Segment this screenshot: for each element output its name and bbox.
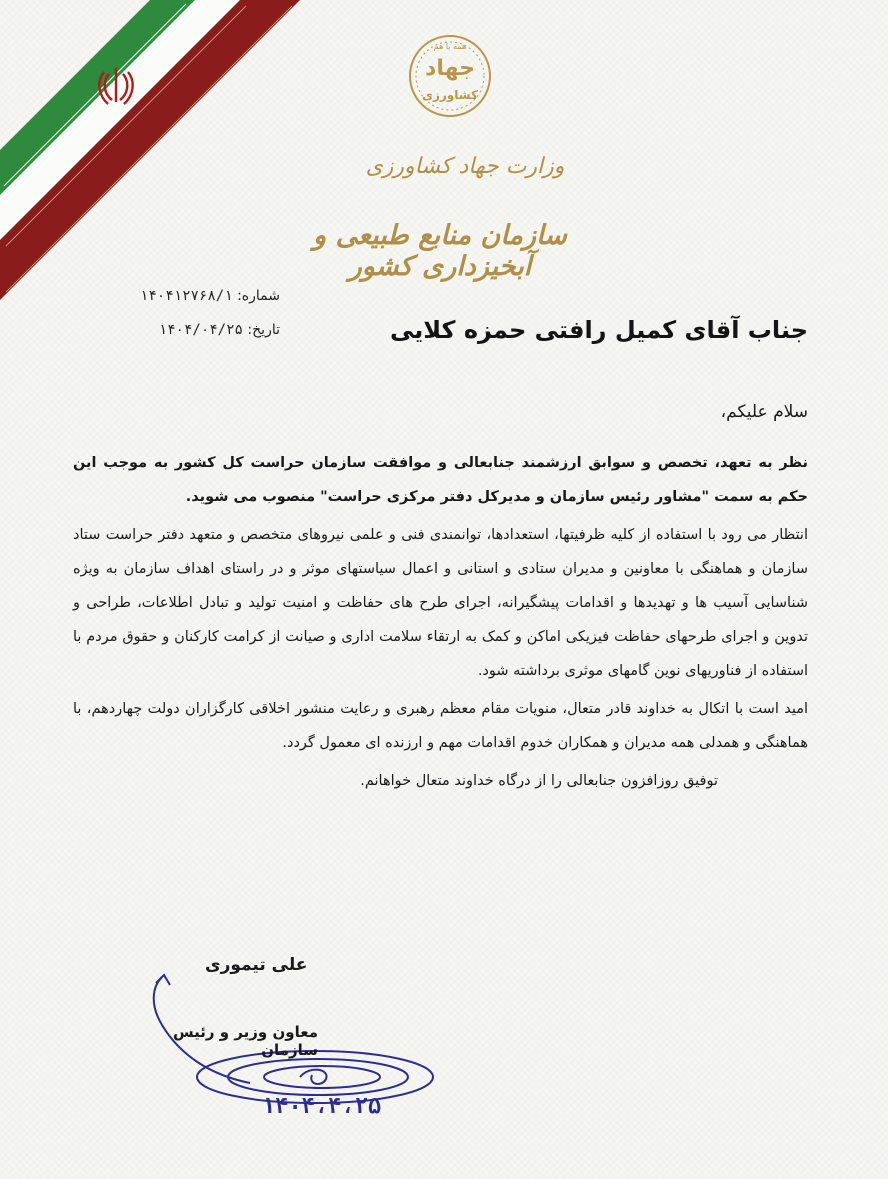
greeting: سلام علیکم، (720, 402, 808, 422)
logo-main-text: جهاد (425, 56, 475, 81)
paragraph-hope: امید است با اتکال به خداوند قادر متعال، منویات مقام معظم رهبری و رعایت منشور اخلاقی کارگزاران دولت چهاردهم، با هماهنگی و همدلی همه مدیران و همکاران خدوم اقدامات مهم و ارزنده ای معمول گردد. (73, 701, 808, 751)
letter-date (110, 322, 280, 338)
paragraph-expectations: انتظار می رود با استفاده از کلیه ظرفیتها، استعدادها، توانمندی فنی و علمی نیروهای متخصص و متعهد دفتر حراست ستاد سازمان و هماهنگی با معاونین و مدیران ستادی و استانی و اعمال سیاستهای موثر و در راستای اهداف سازمان به ویژه شناسایی آسیب ها و تهدیدها و اقدامات پیشگیرانه، اجرای طرح های حفاظت و امنیت تولید و تبادل اطلاعات، طراحی و تدوین و اجرای طرحهای حفاظت فیزیکی اماکن و کمک به ارتقاء سلامت اداری و صیانت از کرامت کارکنان و حقوق مردم با استفاده از فناوریهای نوین گامهای موثری برداشته شود. (73, 527, 808, 679)
organization-name: سازمان منابع طبیعی و آبخیزداری کشور (313, 220, 567, 282)
number-label: شماره: (237, 288, 280, 304)
letter-body (73, 446, 808, 802)
logo-sub-text: کشاورزی (422, 88, 478, 102)
date-value: ۱۴۰۴/۰۴/۲۵ (158, 322, 243, 338)
addressee: جناب آقای کمیل رافتی حمزه کلایی (389, 316, 808, 344)
jihad-keshavarzi-logo (395, 30, 505, 122)
signatory-title: معاون وزیر و رئیس سازمان (172, 1023, 318, 1059)
signatory-name: علی تیموری (205, 955, 308, 975)
paragraph-appointment: نظر به تعهد، تخصص و سوابق ارزشمند جنابعالی و موافقت سازمان حراست کل کشور به موجب این حکم به سمت "مشاور رئیس سازمان و مدیرکل دفتر مرکزی حراست" منصوب می شوید. (73, 455, 808, 505)
ministry-name: وزارت جهاد کشاورزی (365, 154, 565, 179)
signature-date: ۱۴۰۴،۴،۲۵ (262, 1094, 382, 1119)
logo-top-text: همه با هم (433, 42, 467, 51)
number-value: ۱۴۰۴۱۲۷۶۸/۱ (139, 288, 233, 304)
date-label: تاریخ: (247, 322, 280, 338)
iran-emblem-icon (98, 64, 134, 106)
closing-line: توفیق روزافزون جنابعالی را از درگاه خداوند متعال خواهانم. (360, 773, 718, 789)
letter-number (110, 288, 280, 304)
